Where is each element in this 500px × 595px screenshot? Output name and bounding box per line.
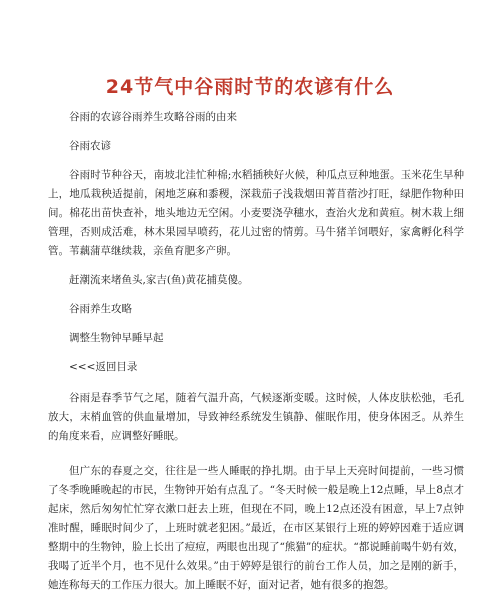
section-heading: 谷雨的农谚谷雨养生攻略谷雨的由来 <box>69 111 237 123</box>
paragraph: 谷雨时节种谷天，南坡北洼忙种棉;水稻插秧好火候，种瓜点豆种地蛋。玉米花生早种上，地瓜栽秧适提前，闲地芝麻和黍稷，深栽茄子浅栽烟田菁苜蓿沙打旺，绿肥作物种田间。棉花出苗快查补，地头地边无空闲。小麦要浇孕穗水，查治火龙和黄疸。树木栽上细管理，否则成活难，林木果园早喷药，花儿过密的情剪。马牛猪羊饲喂好，家禽孵化科学管。苇藕蒲草继续栽，亲鱼育肥多产卵。 <box>48 169 464 257</box>
section-heading: 调整生物钟早睡早起 <box>69 332 164 344</box>
paragraph: 赶潮流来堵鱼头,家吉(鱼)黄花捕莫傻。 <box>69 274 249 286</box>
section-heading: 谷雨养生攻略 <box>69 303 132 315</box>
document-body <box>48 108 464 595</box>
paragraph: 但广东的春夏之交，往往是一些人睡眠的挣扎期。由于早上天亮时间提前，一些习惯了冬季晚睡晚起的市民，生物钟开始有点乱了。“冬天时候一般是晚上12点睡，早上8点才起床，然后匆匆忙忙穿衣漱口赶去上班，但现在不同，晚上12点还没有困意，早上7点钟准时醒，睡眠时间少了，上班时就老犯困。”最近，在市区某银行上班的婷婷因难于适应调整期中的生物钟，脸上长出了痘痘，两眼也出现了“熊猫”的症状。“都说睡前喝牛奶有效，我喝了近半个月，也不见什么效果。”由于婷婷是银行的前台工作人员，加之是刚的新手，她连称每天的工作压力很大。加上睡眠不好，面对记者，她有很多的抱怨。 <box>48 465 464 591</box>
back-to-toc-link[interactable]: <<<返回目录 <box>69 361 138 373</box>
section-heading: 谷雨农谚 <box>69 140 111 152</box>
paragraph: 谷雨是春季节气之尾，随着气温升高，气候逐渐变暖。这时候，人体皮肤松弛，毛孔放大，末梢血管的供血量增加，导致神经系统发生镇静、催眠作用，使身体困乏。从养生的角度来看，应调整好睡眠。 <box>48 392 464 442</box>
document-title: 24节气中谷雨时节的农谚有什么 <box>105 76 395 98</box>
